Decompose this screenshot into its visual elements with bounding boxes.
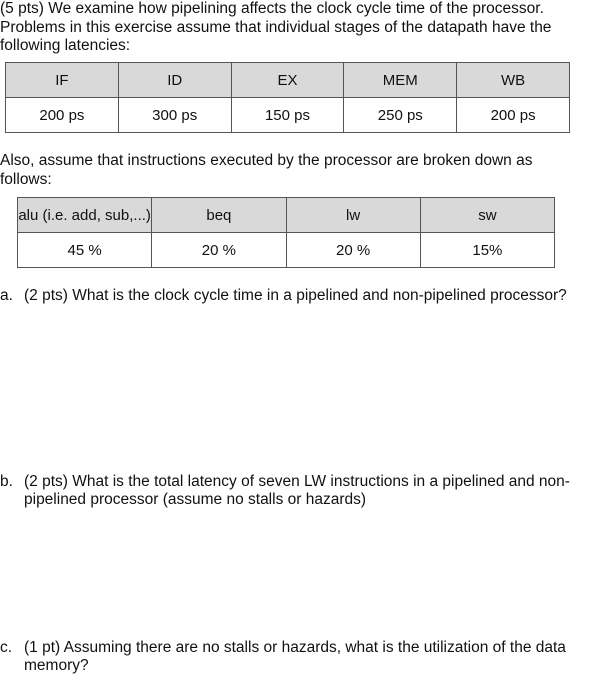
- stage-wb-latency: 200 ps: [457, 98, 570, 133]
- question-b: [0, 473, 592, 509]
- question-c-text: (1 pt) Assuming there are no stalls or hazards, what is the utilization of the data memory?: [24, 639, 566, 674]
- mix-value-row: [18, 233, 555, 268]
- beq-header: beq: [152, 198, 286, 233]
- alu-header: alu (i.e. add, sub,...): [18, 198, 152, 233]
- sw-percent: 15%: [420, 233, 554, 268]
- stage-if-latency: 200 ps: [6, 98, 119, 133]
- question-c-number: c.: [0, 639, 13, 656]
- question-c: [0, 639, 592, 675]
- stage-ex-header: EX: [231, 63, 344, 98]
- instruction-mix-table: [17, 197, 555, 268]
- stage-mem-latency: 250 ps: [344, 98, 457, 133]
- stage-id-header: ID: [118, 63, 231, 98]
- latency-header-row: [6, 63, 570, 98]
- mix-intro-paragraph: Also, assume that instructions executed by the processor are broken down as follows:: [0, 152, 533, 188]
- alu-percent: 45 %: [18, 233, 152, 268]
- mix-header-row: [18, 198, 555, 233]
- question-b-text: (2 pts) What is the total latency of seven LW instructions in a pipelined and non-pipelined processor (assume no stalls or hazards): [24, 473, 570, 508]
- intro-paragraph: (5 pts) We examine how pipelining affects the clock cycle time of the processor. Problems in this exercise assume that individual stages of the datapath have the following latencies:: [0, 0, 552, 54]
- question-b-number: b.: [0, 473, 13, 490]
- lw-percent: 20 %: [286, 233, 420, 268]
- stage-if-header: IF: [6, 63, 119, 98]
- stage-ex-latency: 150 ps: [231, 98, 344, 133]
- stage-mem-header: MEM: [344, 63, 457, 98]
- beq-percent: 20 %: [152, 233, 286, 268]
- lw-header: lw: [286, 198, 420, 233]
- stage-id-latency: 300 ps: [118, 98, 231, 133]
- stage-wb-header: WB: [457, 63, 570, 98]
- question-a-text: (2 pts) What is the clock cycle time in a pipelined and non-pipelined processor?: [24, 287, 567, 304]
- question-a: [0, 287, 592, 305]
- latency-table: [5, 62, 570, 133]
- latency-value-row: [6, 98, 570, 133]
- question-a-number: a.: [0, 287, 13, 304]
- sw-header: sw: [420, 198, 554, 233]
